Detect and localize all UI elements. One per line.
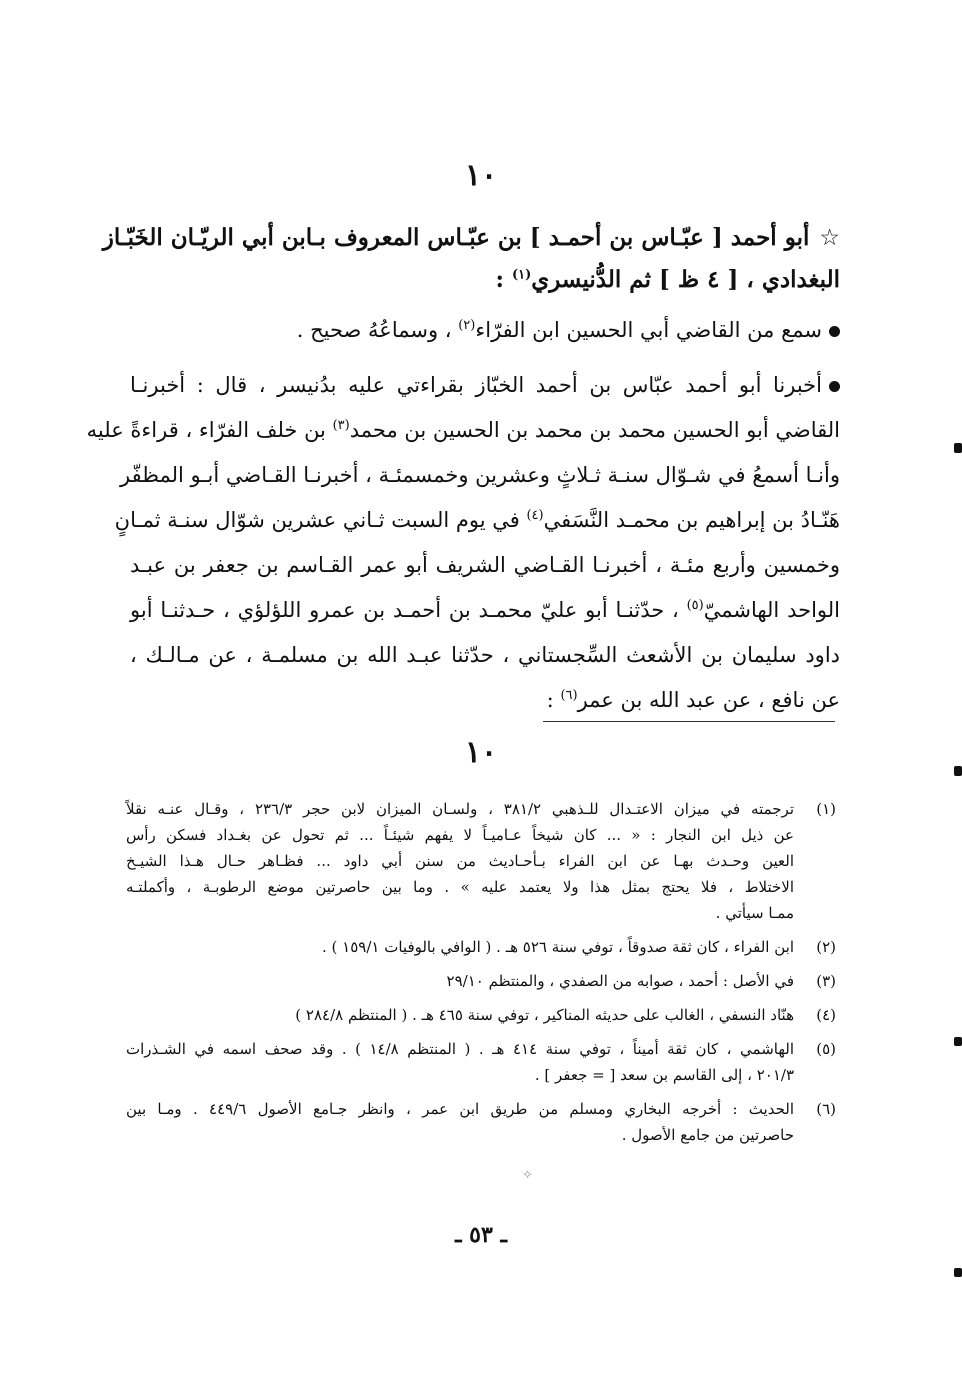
body-line-2-before: القاضي أبو الحسين محمد بن محمد بن الحسين بن محمد bbox=[349, 418, 840, 442]
footnote-number: (١) bbox=[816, 800, 836, 818]
footnote-ref-5[interactable]: (٥) bbox=[686, 598, 704, 613]
body-line-8 bbox=[130, 678, 840, 723]
body-line-2 bbox=[86, 408, 840, 453]
footnote-line: الاختلاط ، فلا يحتج بمثل هذا ولا يعتمد عليه » . وما بين حاصرتين موضع الرطوبـة ، وأكملتـه bbox=[126, 878, 794, 896]
footnote-1 bbox=[126, 796, 836, 926]
footnote-line: عن ذيل ابن النجار : « ... كان شيخاً عـاميـاً لا يفهم شيئـاً ... ثم تحول عن بغـداد فسكن رأس bbox=[126, 826, 794, 844]
footnote-line: الحديث : أخرجه البخاري ومسلم من طريق ابن عمر ، وانظر جـامع الأصول ٤٤٩/٦ . ومـا بين bbox=[126, 1100, 795, 1118]
footnote-number: (٣) bbox=[816, 972, 836, 990]
footnotes-section bbox=[126, 796, 836, 1156]
edge-mark bbox=[954, 766, 962, 776]
entry-heading bbox=[102, 217, 840, 301]
footnote-ref-1[interactable]: (١) bbox=[511, 267, 532, 283]
body-line-4-before: هَنّـادُ بن إبراهيم بن محمـد النَّسَفي bbox=[543, 508, 840, 532]
heading-line-2-text: البغدادي ، [ ٤ ظ ] ثم الدُّنيسري bbox=[531, 266, 840, 293]
footnote-2 bbox=[126, 934, 836, 960]
entry-number: ١٠ bbox=[464, 158, 498, 193]
entry-number-bottom: ١٠ bbox=[464, 735, 498, 770]
footnote-line: هنّاد النسفي ، الغالب على حديثه المناكير ، توفي سنة ٤٦٥ هـ . ( المنتظم ٢٨٤/٨ ) bbox=[295, 1006, 794, 1024]
scan-mark-icon: ✧ bbox=[522, 1168, 533, 1183]
intro-text-after: ، وسماعُهُ صحيح . bbox=[296, 318, 459, 342]
body-line-2-after: بن خلف الفرّاء ، قراءةً عليه bbox=[86, 418, 333, 442]
footnote-ref-3[interactable]: (٣) bbox=[332, 418, 350, 433]
footnote-ref-4[interactable]: (٤) bbox=[526, 508, 544, 523]
heading-line-1-text: أبو أحمد [ عبّـاس بن أحمـد ] بن عبّـاس المعروف بـابن أبي الريّـان الخَبّـاز bbox=[102, 224, 810, 251]
footnote-number: (٥) bbox=[816, 1040, 836, 1058]
footnote-4 bbox=[126, 1002, 836, 1028]
text-divider bbox=[543, 721, 835, 722]
body-line-1-text: أخبرنا أبو أحمد عبّاس بن أحمد الخبّاز بقراءتي عليه بدُنيسر ، قال : أخبرنـا bbox=[130, 373, 822, 397]
heading-line-1 bbox=[102, 217, 840, 259]
page-number: ـ ٥٣ ـ bbox=[455, 1222, 507, 1248]
footnote-ref-6[interactable]: (٦) bbox=[560, 688, 578, 703]
intro-text-before: سمع من القاضي أبي الحسين ابن الفرّاء bbox=[475, 318, 822, 342]
footnote-line: حاصرتين من جامع الأصول . bbox=[621, 1126, 794, 1144]
body-line-6-before: الواحد الهاشميّ bbox=[703, 598, 840, 622]
bullet-icon bbox=[829, 326, 840, 337]
footnote-number: (٢) bbox=[816, 938, 836, 956]
hadith-chain-paragraph bbox=[86, 363, 840, 723]
body-line-6-after: ، حدّثنـا أبو عليّ محمـد بن أحمـد بن عمرو اللؤلؤي ، حـدثنـا أبو bbox=[130, 598, 687, 622]
body-line-5: وخمسين وأربع مئـة ، أخبرنـا القـاضي الشريف أبو عمر القـاسم بن جعفر بن عبـد bbox=[130, 553, 840, 577]
star-icon: ☆ bbox=[819, 225, 840, 251]
footnote-line: الهاشمي ، كان ثقة أميناً ، توفي سنة ٤١٤ هـ . ( المنتظم ١٤/٨ ) . وقد صحف اسمه في الشـذرات bbox=[126, 1040, 795, 1058]
footnote-line: ترجمته في ميزان الاعتـدال للـذهبي ٣٨١/٢ ، ولسـان الميزان لابن حجر ٢٣٦/٣ ، وقـال عنـه نقلاً bbox=[126, 800, 794, 818]
footnote-line: ٢٠١/٣ ، إلى القاسم بن سعد [ = جعفر ] . bbox=[534, 1066, 794, 1084]
body-line-4-after: في يوم السبت ثـاني عشرين شوّال سنـة ثمـانٍ bbox=[114, 508, 527, 532]
body-line-7: داود سليمان بن الأشعث السِّجستاني ، حدّثنا عبـد الله بن مسلمـة ، عن مـالـك ، bbox=[130, 643, 840, 667]
edge-mark bbox=[954, 1268, 962, 1277]
footnote-5 bbox=[126, 1036, 836, 1088]
footnote-line: ممـا سيأتي . bbox=[715, 904, 794, 922]
body-line-4 bbox=[114, 498, 840, 543]
body-line-3: وأنـا أسمعُ في شـوّال سنـة ثـلاثٍ وعشرين وخمسمئـة ، أخبرنـا القـاضي أبـو المظفّر bbox=[120, 463, 840, 487]
body-line-6 bbox=[130, 588, 840, 633]
bullet-icon bbox=[829, 381, 840, 392]
footnote-number: (٦) bbox=[816, 1100, 836, 1118]
body-line-8-before: عن نافع ، عن عبد الله بن عمر bbox=[577, 688, 840, 712]
footnote-line: العين وحـدث بهـا عن ابن الفراء بـأحـاديث من سنن أبي داود ... فظـاهر حـال هـذا الشيـخ bbox=[126, 852, 794, 870]
intro-line bbox=[297, 310, 840, 350]
footnote-3 bbox=[126, 968, 836, 994]
footnote-line: ابن الفراء ، كان ثقة صدوقاً ، توفي سنة ٥٢٦ هـ . ( الوافي بالوفيات ١٥٩/١ ) . bbox=[322, 938, 794, 956]
footnote-number: (٤) bbox=[816, 1006, 836, 1024]
footnote-6 bbox=[126, 1096, 836, 1148]
body-line-1 bbox=[130, 363, 840, 408]
footnote-line: في الأصل : أحمد ، صوابه من الصفدي ، والمنتظم ٢٩/١٠ bbox=[446, 972, 794, 990]
heading-line-2 bbox=[135, 259, 840, 301]
edge-mark bbox=[954, 443, 962, 453]
heading-line-2-end: : bbox=[495, 266, 512, 293]
footnote-ref-2[interactable]: (٢) bbox=[458, 318, 476, 333]
edge-mark bbox=[954, 1037, 962, 1046]
body-line-8-after: : bbox=[546, 688, 561, 712]
